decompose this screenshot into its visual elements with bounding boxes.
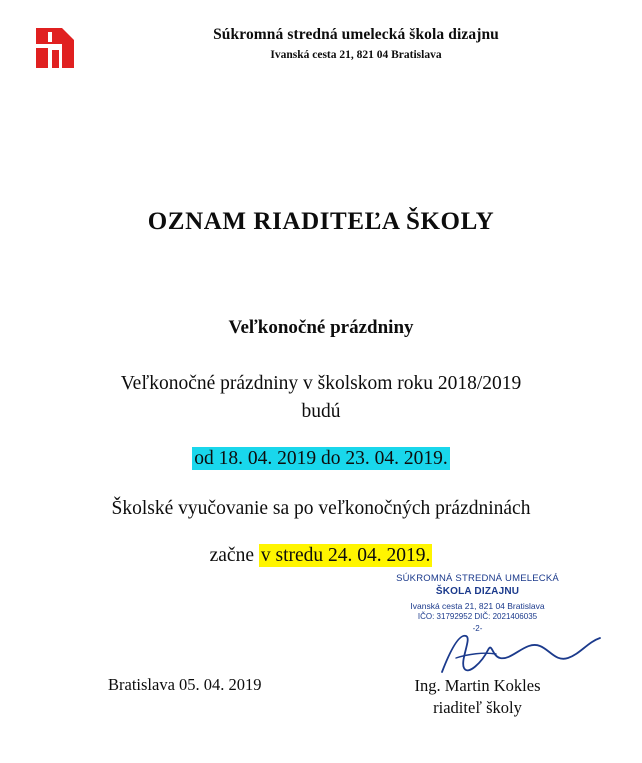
paragraph-resume-date: [0, 545, 642, 567]
school-identity: [110, 26, 642, 62]
page-title: OZNAM RIADITEĽA ŠKOLY: [147, 208, 495, 235]
signer-title: riaditeľ školy: [433, 698, 522, 718]
paragraph-intro-line2: budú: [301, 400, 341, 422]
holiday-dates-line: [0, 448, 642, 470]
place-and-date: Bratislava 05. 04. 2019: [108, 675, 262, 694]
stamp-line-4: IČO: 31792952 DIČ: 2021406035: [417, 612, 538, 622]
resume-date-highlight: v stredu 24. 04. 2019.: [260, 545, 431, 566]
stamp-line-5: -2-: [472, 623, 483, 633]
official-stamp: [370, 573, 585, 634]
document-subject: Veľkonočné prázdniny: [228, 317, 414, 338]
paragraph-intro: [0, 370, 642, 425]
school-logo-icon: [32, 28, 78, 68]
signer-name: Ing. Martin Kokles: [414, 676, 541, 695]
signature-block: [370, 675, 585, 720]
logo-container: [0, 26, 110, 68]
resume-prefix: začne: [209, 545, 259, 566]
paragraph-intro-line1: Veľkonočné prázdniny v školskom roku 2018/2019: [120, 373, 522, 394]
school-name: Súkromná stredná umelecká škola dizajnu: [213, 26, 499, 43]
stamp-line-2: ŠKOLA DIZAJNU: [435, 586, 520, 598]
stamp-line-1: SÚKROMNÁ STREDNÁ UMELECKÁ: [396, 573, 559, 584]
stamp-line-3: Ivanská cesta 21, 821 04 Bratislava: [410, 601, 545, 612]
letterhead: [0, 26, 642, 68]
school-address: Ivanská cesta 21, 821 04 Bratislava: [270, 48, 442, 61]
paragraph-resume: Školské vyučovanie sa po veľkonočných prázdninách: [111, 498, 531, 519]
handwritten-signature-icon: [430, 628, 610, 680]
holiday-dates-highlight: od 18. 04. 2019 do 23. 04. 2019.: [194, 448, 448, 469]
